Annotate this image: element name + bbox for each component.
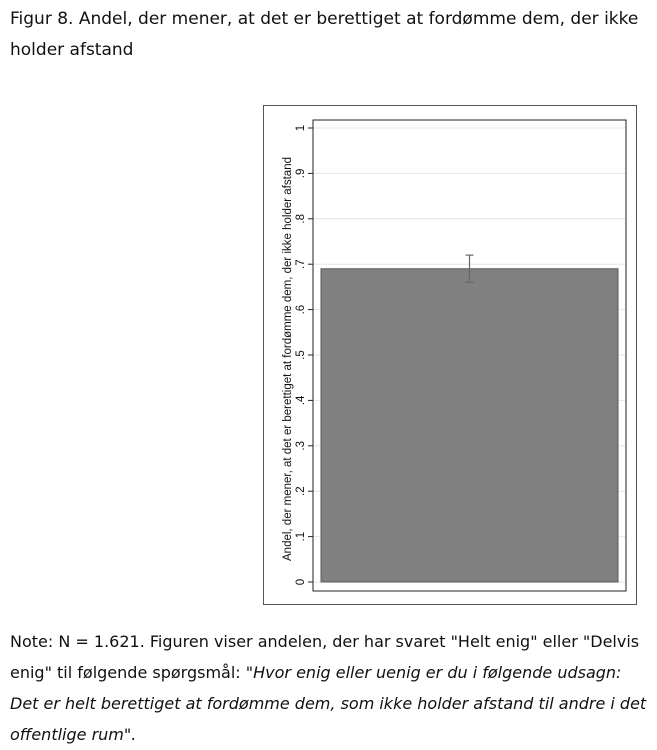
bar xyxy=(321,269,618,582)
y-tick-label: .8 xyxy=(295,214,307,224)
y-tick-label: .9 xyxy=(295,168,307,179)
y-tick-label: 0 xyxy=(295,578,307,586)
y-tick-label: .7 xyxy=(295,259,307,269)
y-tick-label: .3 xyxy=(295,441,307,451)
y-tick-label: .6 xyxy=(295,304,307,315)
y-tick-label: 1 xyxy=(295,124,307,132)
y-tick-label: .4 xyxy=(295,395,307,406)
note-question: "Hvor enig eller uenig er du i følgende udsagn: Det er helt berettiget at fordømme dem, som ikke holder afstand til andre i det offentlige rum". xyxy=(10,663,647,744)
figure-title: Figur 8. Andel, der mener, at det er berettiget at fordømme dem, der ikke holder afstand xyxy=(10,9,639,60)
bar-chart xyxy=(264,106,636,604)
chart-frame xyxy=(263,105,637,605)
y-tick-label: .2 xyxy=(295,486,307,496)
y-tick-label: .1 xyxy=(295,531,307,542)
figure-note xyxy=(10,626,650,750)
y-axis-label: Andel, der mener, at det er berettiget at fordømme dem, der ikke holder afstand xyxy=(282,157,294,561)
note-text: Note: N = 1.621. Figuren viser andelen, der har svaret "Helt enig" eller "Delvis enig" til følgende spørgsmål: xyxy=(10,632,640,682)
y-tick-label: .5 xyxy=(295,350,307,360)
